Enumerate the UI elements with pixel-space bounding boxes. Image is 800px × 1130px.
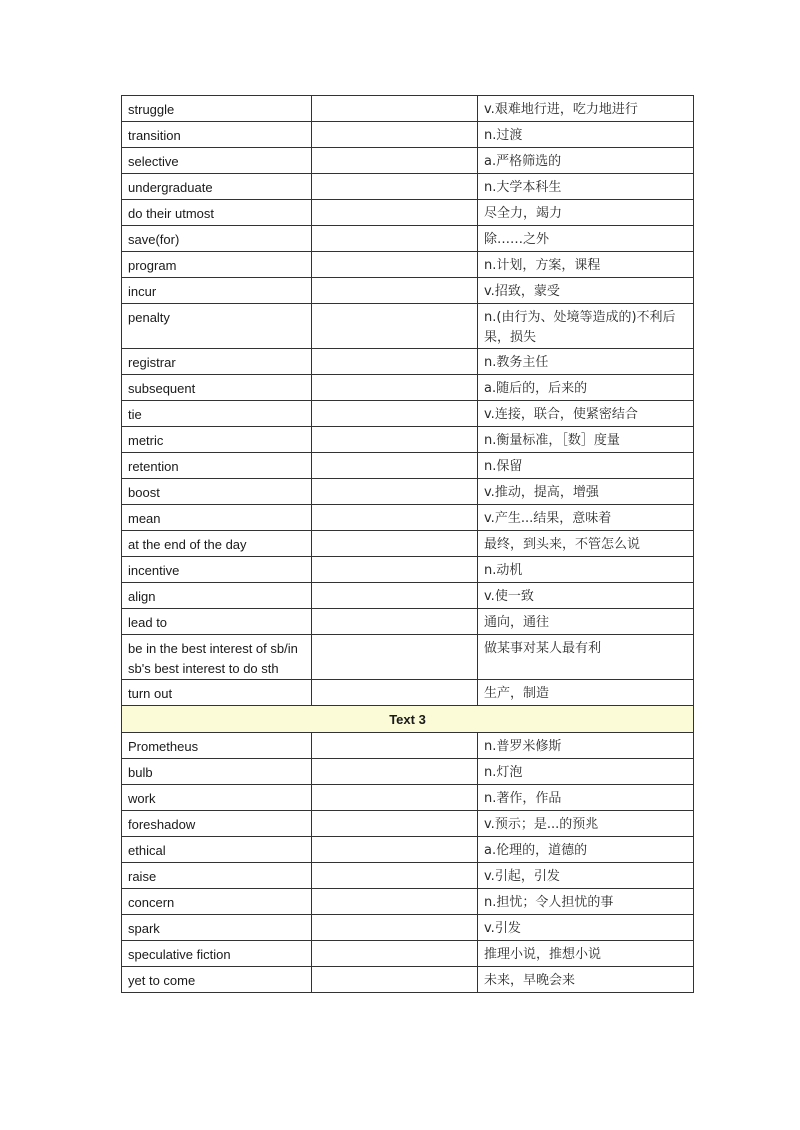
word-cell: at the end of the day: [122, 531, 312, 557]
blank-cell: [312, 375, 478, 401]
table-row: [122, 122, 694, 148]
blank-cell: [312, 557, 478, 583]
word-cell: speculative fiction: [122, 941, 312, 967]
word-cell: raise: [122, 863, 312, 889]
word-cell: undergraduate: [122, 174, 312, 200]
blank-cell: [312, 349, 478, 375]
blank-cell: [312, 427, 478, 453]
table-row: [122, 304, 694, 349]
blank-cell: [312, 278, 478, 304]
table-row: [122, 583, 694, 609]
blank-cell: [312, 635, 478, 680]
blank-cell: [312, 863, 478, 889]
word-cell: align: [122, 583, 312, 609]
word-cell: struggle: [122, 96, 312, 122]
word-cell: lead to: [122, 609, 312, 635]
blank-cell: [312, 304, 478, 349]
vocabulary-table-body: [122, 96, 694, 993]
definition-cell: n.担忧；令人担忧的事: [478, 889, 694, 915]
word-cell: work: [122, 785, 312, 811]
definition-cell: n.衡量标准，［数］度量: [478, 427, 694, 453]
table-row: [122, 785, 694, 811]
word-cell: foreshadow: [122, 811, 312, 837]
word-cell: spark: [122, 915, 312, 941]
blank-cell: [312, 941, 478, 967]
definition-cell: v.推动，提高，增强: [478, 479, 694, 505]
definition-cell: 除……之外: [478, 226, 694, 252]
vocabulary-table: [121, 95, 694, 993]
definition-cell: n.动机: [478, 557, 694, 583]
table-row: [122, 349, 694, 375]
word-cell: concern: [122, 889, 312, 915]
table-row: [122, 375, 694, 401]
table-row: [122, 863, 694, 889]
word-cell: incur: [122, 278, 312, 304]
definition-cell: a.随后的，后来的: [478, 375, 694, 401]
blank-cell: [312, 889, 478, 915]
blank-cell: [312, 759, 478, 785]
word-cell: Prometheus: [122, 733, 312, 759]
table-row: [122, 401, 694, 427]
definition-cell: n.(由行为、处境等造成的)不利后果，损失: [478, 304, 694, 349]
word-cell: mean: [122, 505, 312, 531]
blank-cell: [312, 733, 478, 759]
table-row: [122, 96, 694, 122]
word-cell: metric: [122, 427, 312, 453]
blank-cell: [312, 967, 478, 993]
definition-cell: v.招致，蒙受: [478, 278, 694, 304]
table-row: [122, 811, 694, 837]
blank-cell: [312, 252, 478, 278]
table-row: [122, 453, 694, 479]
definition-cell: 通向，通往: [478, 609, 694, 635]
definition-cell: n.教务主任: [478, 349, 694, 375]
word-cell: incentive: [122, 557, 312, 583]
definition-cell: 尽全力，竭力: [478, 200, 694, 226]
blank-cell: [312, 148, 478, 174]
definition-cell: 做某事对某人最有利: [478, 635, 694, 680]
table-row: [122, 427, 694, 453]
definition-cell: 最终，到头来，不管怎么说: [478, 531, 694, 557]
table-row: [122, 837, 694, 863]
table-row: [122, 479, 694, 505]
blank-cell: [312, 531, 478, 557]
table-row: [122, 557, 694, 583]
word-cell: program: [122, 252, 312, 278]
definition-cell: 推理小说，推想小说: [478, 941, 694, 967]
definition-cell: v.连接，联合，使紧密结合: [478, 401, 694, 427]
section-title: Text 3: [122, 706, 694, 733]
table-row: [122, 915, 694, 941]
definition-cell: v.产生...结果，意味着: [478, 505, 694, 531]
blank-cell: [312, 680, 478, 706]
blank-cell: [312, 122, 478, 148]
word-cell: registrar: [122, 349, 312, 375]
word-cell: penalty: [122, 304, 312, 349]
blank-cell: [312, 479, 478, 505]
definition-cell: v.艰难地行进，吃力地进行: [478, 96, 694, 122]
blank-cell: [312, 915, 478, 941]
table-row: [122, 252, 694, 278]
definition-cell: v.引起，引发: [478, 863, 694, 889]
table-row: [122, 609, 694, 635]
blank-cell: [312, 609, 478, 635]
word-cell: tie: [122, 401, 312, 427]
blank-cell: [312, 96, 478, 122]
definition-cell: 未来，早晚会来: [478, 967, 694, 993]
blank-cell: [312, 785, 478, 811]
table-row: [122, 505, 694, 531]
word-cell: yet to come: [122, 967, 312, 993]
word-cell: do their utmost: [122, 200, 312, 226]
table-row: [122, 200, 694, 226]
blank-cell: [312, 200, 478, 226]
table-row: [122, 531, 694, 557]
definition-cell: n.著作，作品: [478, 785, 694, 811]
definition-cell: n.过渡: [478, 122, 694, 148]
table-row: [122, 759, 694, 785]
table-row: [122, 889, 694, 915]
definition-cell: 生产，制造: [478, 680, 694, 706]
definition-cell: n.普罗米修斯: [478, 733, 694, 759]
table-row: [122, 941, 694, 967]
definition-cell: n.灯泡: [478, 759, 694, 785]
definition-cell: v.引发: [478, 915, 694, 941]
section-header-row: [122, 706, 694, 733]
blank-cell: [312, 174, 478, 200]
blank-cell: [312, 453, 478, 479]
table-row: [122, 226, 694, 252]
definition-cell: a.严格筛选的: [478, 148, 694, 174]
definition-cell: a.伦理的，道德的: [478, 837, 694, 863]
table-row: [122, 680, 694, 706]
blank-cell: [312, 401, 478, 427]
word-cell: boost: [122, 479, 312, 505]
definition-cell: v.预示；是...的预兆: [478, 811, 694, 837]
table-row: [122, 148, 694, 174]
word-cell: retention: [122, 453, 312, 479]
word-cell: subsequent: [122, 375, 312, 401]
table-row: [122, 174, 694, 200]
table-row: [122, 733, 694, 759]
blank-cell: [312, 583, 478, 609]
blank-cell: [312, 505, 478, 531]
word-cell: bulb: [122, 759, 312, 785]
word-cell: be in the best interest of sb/in sb's best interest to do sth: [122, 635, 312, 680]
word-cell: ethical: [122, 837, 312, 863]
word-cell: save(for): [122, 226, 312, 252]
definition-cell: n.大学本科生: [478, 174, 694, 200]
word-cell: selective: [122, 148, 312, 174]
table-row: [122, 967, 694, 993]
table-row: [122, 278, 694, 304]
table-row: [122, 635, 694, 680]
blank-cell: [312, 811, 478, 837]
blank-cell: [312, 226, 478, 252]
word-cell: transition: [122, 122, 312, 148]
definition-cell: n.计划，方案，课程: [478, 252, 694, 278]
word-cell: turn out: [122, 680, 312, 706]
definition-cell: n.保留: [478, 453, 694, 479]
definition-cell: v.使一致: [478, 583, 694, 609]
blank-cell: [312, 837, 478, 863]
